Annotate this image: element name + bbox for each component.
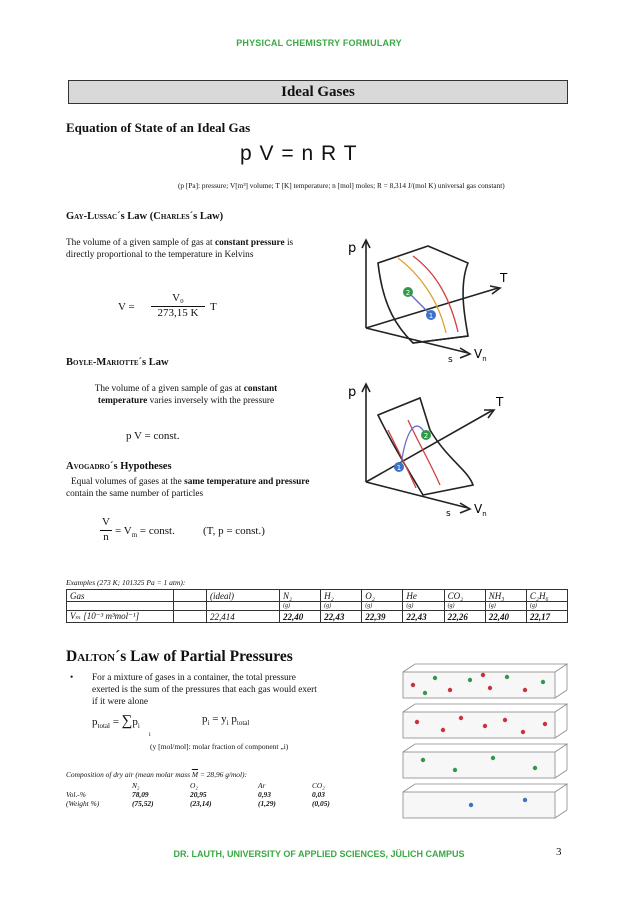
v-axis-2-sub: n <box>482 510 487 518</box>
molecule-dot <box>523 688 527 692</box>
df2-y-sub: i <box>226 719 229 728</box>
table-cell: 22,26 <box>444 611 485 623</box>
gas-box <box>403 784 567 818</box>
point-1b-label: 1 <box>396 464 402 472</box>
gl-formula-denominator: 273,15 K <box>157 307 199 319</box>
charles-name: Charles <box>153 211 190 222</box>
table-cell: (1,29) <box>258 799 276 808</box>
df1-eq: = <box>112 716 119 728</box>
molecule-dot <box>469 803 473 807</box>
table-cell: H₂ <box>321 590 362 602</box>
page-footer: DR. LAUTH, UNIVERSITY OF APPLIED SCIENCES, JÜLICH CAMPUS <box>173 849 465 859</box>
molecule-dot <box>433 676 437 680</box>
molecule-dot <box>523 798 527 802</box>
table-cell: CO₂ <box>444 590 485 602</box>
table-cell: 22,40 <box>280 611 321 623</box>
air-table <box>66 781 336 808</box>
df1-sum-index: i <box>149 732 151 738</box>
gas-boxes <box>403 664 567 818</box>
avo-condition: (T, p = const.) <box>203 525 265 537</box>
avogadro-heading <box>66 461 172 472</box>
t-axis-label: T <box>500 271 508 285</box>
table-cell: 22,43 <box>321 611 362 623</box>
molecule-dot <box>543 722 547 726</box>
table-cell: N₂ <box>132 781 140 790</box>
table-cell: 22,40 <box>485 611 526 623</box>
boyle-heading <box>66 357 169 368</box>
df1-pi-sub: i <box>137 722 140 731</box>
v-axis-2-letter: V <box>474 502 483 516</box>
gay-lussac-text-bold: constant pressure <box>214 238 285 248</box>
gay-lussac-text-1: The volume of a given sample of gas at <box>66 238 215 248</box>
dalton-heading <box>66 648 293 666</box>
point-1-label: 1 <box>428 312 434 320</box>
table-cell: 78,09 <box>132 790 149 799</box>
gay-lussac-heading <box>66 211 223 222</box>
boyle-formula: p V = const. <box>126 430 180 442</box>
df2-p-sub: i <box>207 719 210 728</box>
df1-p: p <box>92 716 98 728</box>
gay-lussac-heading-part: ´s Law ( <box>117 211 154 222</box>
molecule-dot <box>481 673 485 677</box>
table-cell: (g) <box>362 602 403 611</box>
point-2-label: 2 <box>405 289 411 297</box>
boyle-text <box>73 383 299 407</box>
table-caption: Examples (273 K; 101325 Pa = 1 atm): <box>66 578 186 587</box>
page-number: 3 <box>556 846 562 858</box>
point-2b-label: 2 <box>423 432 429 440</box>
gas-box <box>403 704 567 738</box>
molecule-dot <box>459 716 463 720</box>
table-cell <box>174 590 207 602</box>
t-axis-2-label: T <box>496 395 504 409</box>
ideal-gas-equation: p V = n R T <box>240 142 358 165</box>
gas-box <box>403 744 567 778</box>
charles-heading-part: ´s Law) <box>189 211 224 222</box>
table-cell: 22,17 <box>526 611 567 623</box>
df2-p: p <box>202 713 208 725</box>
s-axis-label: s <box>448 355 453 365</box>
table-cell: CO₂ <box>312 781 325 790</box>
avogadro-heading-part: ´s Hypotheses <box>110 461 172 472</box>
molecule-dot <box>423 691 427 695</box>
table-cell: 22,414 <box>207 611 280 623</box>
pvt-surface-2 <box>378 398 473 495</box>
surface-edge <box>413 336 468 343</box>
table-cell: (23,14) <box>190 799 212 808</box>
avogadro-text-2: contain the same number of particles <box>66 489 204 499</box>
bullet-icon: • <box>70 673 74 683</box>
gay-lussac-text-2: is directly proportional to the temperature in Kelvins <box>66 238 294 260</box>
table-cell: 22,39 <box>362 611 403 623</box>
dalton-name: Dalton <box>66 648 116 665</box>
table-cell: O₂ <box>362 590 403 602</box>
avo-const: = const. <box>139 525 175 537</box>
avo-middle <box>115 525 175 539</box>
air-caption <box>66 770 247 779</box>
gas-boxes-illustration <box>395 660 575 840</box>
df2-y: = y <box>212 713 227 725</box>
table-cell <box>67 602 174 611</box>
molecule-dot <box>468 678 472 682</box>
molecule-dot <box>441 728 445 732</box>
p-axis-2-label: p <box>348 385 357 400</box>
df2-ptotal-sub: total <box>236 719 250 728</box>
table-cell: (g) <box>403 602 444 611</box>
table-cell: (ideal) <box>207 590 280 602</box>
molecule-dot <box>503 718 507 722</box>
table-cell: C₂H₆ <box>526 590 567 602</box>
avo-vm: = V <box>115 525 132 537</box>
dalton-heading-part: ´s Law of Partial Pressures <box>115 648 293 665</box>
isobar-curve-red <box>413 256 458 332</box>
molecule-dot <box>521 730 525 734</box>
table-cell: Vₘ [10⁻³ m³mol⁻¹] <box>67 611 174 623</box>
gay-lussac-name: Gay-Lussac <box>66 211 118 222</box>
table-cell: NH₃ <box>485 590 526 602</box>
table-cell: Gas <box>67 590 174 602</box>
dalton-note: (y [mol/mol]: molar fraction of component „i) <box>150 742 289 751</box>
molecule-dot <box>541 680 545 684</box>
air-caption-2: = 28,96 g/mol): <box>198 770 247 779</box>
boyle-text-1: The volume of a given sample of gas at <box>94 384 244 394</box>
pvt-surface <box>378 246 468 343</box>
df1-p-sub: total <box>97 722 110 731</box>
avogadro-formula <box>100 516 320 552</box>
avogadro-text <box>66 476 311 500</box>
table-cell: Ar <box>258 781 266 790</box>
df1-pi: p <box>132 716 138 728</box>
table-cell: (g) <box>485 602 526 611</box>
molecule-dot <box>483 724 487 728</box>
isotherm-diagram <box>318 370 518 520</box>
table-cell: 0,93 <box>258 790 271 799</box>
table-cell: (75,52) <box>132 799 154 808</box>
table-cell: 22,43 <box>403 611 444 623</box>
t-axis-2 <box>366 410 493 482</box>
table-cell: Vol.-% <box>66 790 86 799</box>
table-row <box>66 799 336 808</box>
table-cell <box>207 602 280 611</box>
table-row <box>67 602 568 611</box>
isobar-diagram <box>318 228 518 368</box>
avo-vm-sub: m <box>131 531 138 540</box>
table-cell: (0,05) <box>312 799 330 808</box>
table-cell: (Weight %) <box>66 799 100 808</box>
table-row <box>67 611 568 623</box>
table-cell: (g) <box>444 602 485 611</box>
dalton-formula-1 <box>92 713 202 739</box>
molecule-dot <box>421 758 425 762</box>
boyle-name: Boyle-Mariotte <box>66 357 139 368</box>
v-axis-2-label <box>474 502 487 518</box>
section-title: Ideal Gases <box>68 80 568 104</box>
molecule-dot <box>491 756 495 760</box>
molecule-dot <box>411 683 415 687</box>
eos-legend: (p [Pa]: pressure; V[m³] volume; T [K] temperature; n [mol] moles; R = 8,314 J/(mol K) universal gas constant) <box>178 181 505 190</box>
df2-ptotal: p <box>231 713 237 725</box>
gl-formula-rhs: T <box>210 301 217 313</box>
gl-formula-fraction <box>151 292 205 319</box>
dalton-formula-2 <box>202 713 322 733</box>
molecule-dot <box>505 675 509 679</box>
boyle-text-bold: constant temperature <box>97 384 278 406</box>
molar-volume-table <box>66 589 568 623</box>
table-cell: (g) <box>280 602 321 611</box>
table-cell: 20,95 <box>190 790 207 799</box>
molecule-dot <box>453 768 457 772</box>
table-cell <box>174 602 207 611</box>
avogadro-name: Avogadro <box>66 461 110 472</box>
v-axis-letter: V <box>474 347 483 361</box>
gl-formula-lhs: V = <box>118 301 135 313</box>
table-cell: 0,03 <box>312 790 325 799</box>
table-cell: O₂ <box>190 781 198 790</box>
t-axis <box>366 288 498 328</box>
page-header: PHYSICAL CHEMISTRY FORMULARY <box>236 38 402 48</box>
table-cell: (g) <box>526 602 567 611</box>
boyle-heading-part: ´s Law <box>138 357 169 368</box>
v-axis-label <box>474 347 487 363</box>
s-axis-2-label: s <box>446 509 451 519</box>
molecule-dot <box>488 686 492 690</box>
table-row <box>67 590 568 602</box>
molecule-dot <box>448 688 452 692</box>
eos-heading: Equation of State of an Ideal Gas <box>66 120 251 135</box>
gl-formula-numerator: V₀ <box>172 292 184 304</box>
table-cell: (g) <box>321 602 362 611</box>
isotherm-curve-2 <box>408 420 440 485</box>
avo-denominator: n <box>103 531 109 543</box>
molecule-dot <box>415 720 419 724</box>
air-caption-1: Composition of dry air (mean molar mass <box>66 770 192 779</box>
dalton-bullet-text: For a mixture of gases in a container, the total pressure exerted is the sum of the pressures that each gas would exert if it were alone <box>92 673 317 707</box>
table-cell <box>174 611 207 623</box>
table-row <box>66 781 336 790</box>
avo-numerator: V <box>102 516 110 528</box>
air-caption-m: $\overline{M}$ <box>191 770 199 779</box>
table-cell: N₂ <box>280 590 321 602</box>
table-cell <box>66 781 132 790</box>
avogadro-text-1: Equal volumes of gases at the <box>71 477 185 487</box>
table-row <box>66 790 336 799</box>
v-axis <box>366 328 468 353</box>
avogadro-text-bold: same temperature and pressure <box>184 477 310 487</box>
table-cell: He <box>403 590 444 602</box>
v-axis-sub: n <box>482 355 487 363</box>
molecule-dot <box>533 766 537 770</box>
boyle-text-2: varies inversely with the pressure <box>147 396 275 406</box>
gay-lussac-text <box>66 237 311 261</box>
avo-fraction <box>100 516 112 543</box>
sum-icon: ∑ <box>121 713 133 729</box>
p-axis-label: p <box>348 241 357 256</box>
